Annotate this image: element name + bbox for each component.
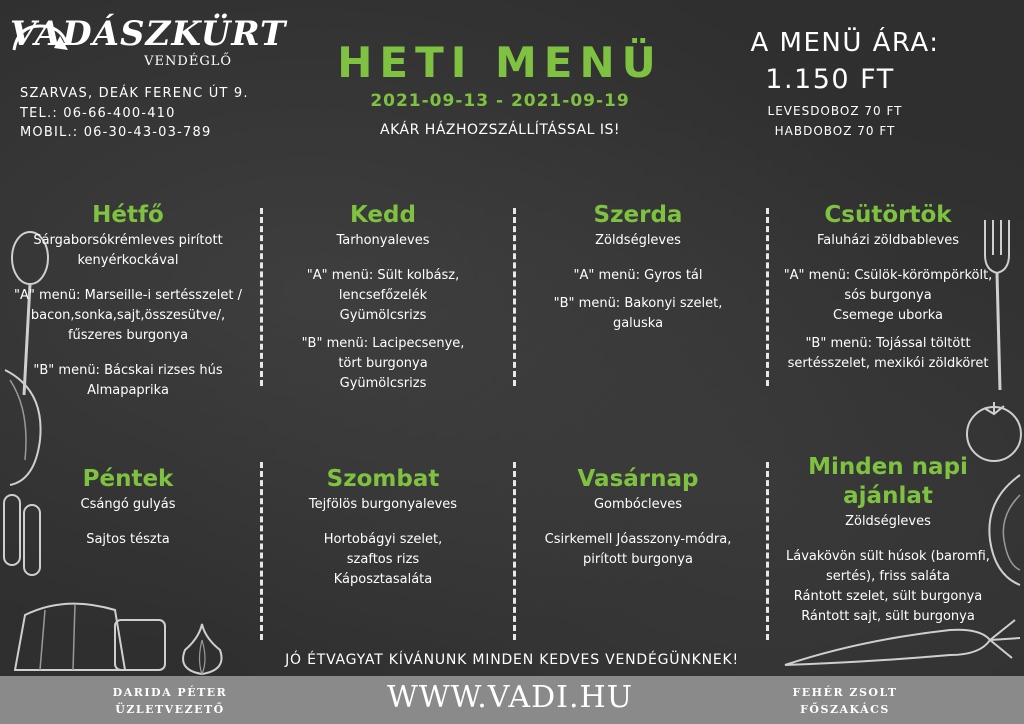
day-friday [3,466,253,550]
main-dish: Csirkemell Jóasszony-módra, [544,532,732,547]
closing-wish: JÓ ÉTVAGYAT KÍVÁNUNK MINDEN KEDVES VENDÉGÜNKNEK! [285,652,739,668]
chef-name: FEHÉR ZSOLT [792,686,898,699]
menu-b: Almapaprika [87,383,169,398]
main-dish: Sajtos tészta [86,532,170,547]
soup: Sárgaborsókrémleves pirított [33,233,223,248]
menu-a: Csemege uborka [833,308,943,323]
main-dish: szaftos rizs [346,552,420,567]
daily-offer-title: Minden napi [808,454,968,480]
manager-name: DARIDA PÉTER [112,686,228,699]
menu-a: Gyümölcsrizs [339,308,427,323]
menu-a: lencsefőzelék [338,288,428,303]
menu-b: galuska [612,316,664,331]
day-tuesday [258,202,508,394]
day-thursday [763,202,1013,374]
offer-item: sertés), friss saláta [826,569,950,584]
page-title: HETI MENÜ [337,38,663,87]
day-wednesday [513,202,763,334]
soup: Zöldségleves [595,233,681,248]
menu-a: "A" menü: Csülök-körömpörkölt, [783,268,993,283]
date-range: 2021-09-13 - 2021-09-19 [370,91,630,111]
soup: Tarhonyaleves [336,233,430,248]
chef [755,684,935,718]
day-title: Vasárnap [577,466,699,492]
main-dish: Hortobágyi szelet, [323,532,443,547]
price-label: A MENÜ ÁRA: [750,28,940,58]
delivery-note: AKÁR HÁZHOZSZÁLLÍTÁSSAL IS! [380,122,620,138]
logo-subtitle: VENDÉGLŐ [144,54,232,69]
website-link[interactable]: WWW.VADI.HU [387,680,633,715]
logo [10,14,287,76]
manager [80,684,260,718]
soup: Gombócleves [593,497,683,512]
day-saturday [258,466,508,590]
menu-b: "B" menü: Tojással töltött [805,336,971,351]
menu-a: "A" menü: Sült kolbász, [306,268,460,283]
menu-b: tört burgonya [338,356,428,371]
offer-item: Rántott szelet, sült burgonya [793,589,983,604]
day-title: Szerda [593,202,683,228]
day-title: Csütörtök [824,202,952,228]
menu-a: fűszeres burgonya [67,328,189,343]
chef-role: FŐSZAKÁCS [800,703,890,716]
day-sunday [513,466,763,570]
menu-a: bacon,sonka,sajt,összesütve/, [30,308,226,323]
offer-item: Lávakövön sült húsok (baromfi, [786,549,990,564]
menu-a: "A" menü: Marseille-i sertésszelet / [13,288,242,303]
phone: TEL.: 06-66-400-410 [20,106,176,121]
offer-item: Rántott sajt, sült burgonya [801,609,975,624]
day-monday [3,202,253,401]
day-title: Hétfő [92,202,164,228]
day-title: Szombat [326,466,440,492]
menu-b: "B" menü: Bakonyi szelet, [553,296,723,311]
main-dish: Káposztasaláta [333,572,433,587]
mobile: MOBIL.: 06-30-43-03-789 [20,125,212,140]
soup: Zöldségleves [845,514,931,529]
address: SZARVAS, DEÁK FERENC ÚT 9. [20,86,249,101]
foam-box-price: HABDOBOZ 70 FT [774,124,896,138]
garlic-sketch-icon [175,620,230,678]
soup: kenyérkockával [77,253,179,268]
main-dish: pirított burgonya [583,552,693,567]
logo-text: VADÁSZKÜRT [10,14,287,54]
soup: Faluházi zöldbableves [816,233,960,248]
soup: Csángó gulyás [80,497,176,512]
daily-offer-title: ajánlat [843,483,933,509]
soup-box-price: LEVESDOBOZ 70 FT [767,104,903,118]
soup: Tejfölös burgonyaleves [308,497,458,512]
day-title: Kedd [350,202,416,228]
menu-b: sertésszelet, mexikói zöldköret [787,356,989,371]
price-value: 1.150 FT [765,64,895,95]
manager-role: ÜZLETVEZETŐ [115,703,225,716]
menu-a: "A" menü: Gyros tál [573,268,703,283]
menu-b: Gyümölcsrizs [339,376,427,391]
menu-a: sós burgonya [844,288,932,303]
day-title: Péntek [82,466,174,492]
daily-offer [753,454,1023,627]
menu-b: "B" menü: Lacipecsenye, [301,336,465,351]
menu-b: "B" menü: Bácskai rizses hús [33,363,223,378]
footer [0,676,1024,724]
